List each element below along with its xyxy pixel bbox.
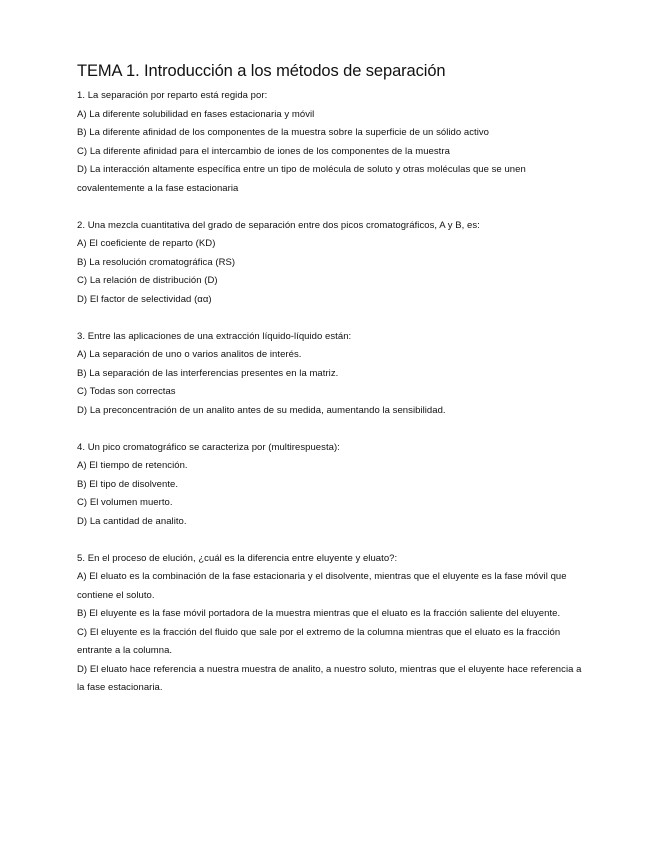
question-2-option-a: A) El coeficiente de reparto (KD) (77, 238, 216, 249)
question-1-option-d: D) La interacción altamente específica entre un tipo de molécula de soluto y otras moléculas que se unen covalentemente a la fase estacionaria (77, 164, 526, 194)
spacer (77, 309, 587, 328)
question-4-option-b: B) El tipo de disolvente. (77, 478, 179, 490)
question-4-stem: 4. Un pico cromatográfico se caracteriza por (multirespuesta): (77, 441, 340, 453)
question-5-option-d: D) El eluato hace referencia a nuestra muestra de analito, a nuestro soluto, mientras que el eluyente hace referencia a la fase estacionaria. (77, 663, 582, 693)
question-3-option-d: D) La preconcentración de un analito antes de su medida, aumentando la sensibilidad. (77, 404, 446, 416)
question-5-option-a: A) El eluato es la combinación de la fase estacionaria y el disolvente, mientras que el eluyente es la fase móvil que contiene el soluto. (77, 571, 567, 601)
question-3-option-c: C) Todas son correctas (77, 386, 176, 397)
question-1 (77, 87, 587, 198)
question-2-option-d: D) El factor de selectividad (αα) (77, 293, 212, 305)
document-title: TEMA 1. Introducción a los métodos de separación (77, 62, 446, 80)
question-2-option-b: B) La resolución cromatográfica (RS) (77, 256, 236, 268)
question-1-option-a: A) La diferente solubilidad en fases estacionaria y móvil (77, 108, 315, 120)
question-5-option-c: C) El eluyente es la fracción del fluido que sale por el extremo de la columna mientras que el eluato es la fracción entrante a la columna. (77, 626, 561, 656)
question-3-stem: 3. Entre las aplicaciones de una extracción líquido-líquido están: (77, 330, 352, 342)
question-5-option-b: B) El eluyente es la fase móvil portadora de la muestra mientras que el eluato es la fracción saliente del eluyente. (77, 608, 561, 619)
question-5 (77, 550, 587, 698)
question-3 (77, 328, 587, 421)
question-2-option-c: C) La relación de distribución (D) (77, 275, 218, 286)
question-4-option-a: A) El tiempo de retención. (77, 460, 188, 471)
question-4-option-c: C) El volumen muerto. (77, 497, 173, 508)
question-2 (77, 217, 587, 310)
document-page (77, 59, 587, 698)
question-5-stem: 5. En el proceso de elución, ¿cuál es la diferencia entre eluyente y eluato?: (77, 552, 398, 564)
spacer (77, 198, 587, 217)
question-4 (77, 439, 587, 532)
question-3-option-b: B) La separación de las interferencias presentes en la matriz. (77, 367, 339, 379)
question-1-stem: 1. La separación por reparto está regida por: (77, 90, 268, 101)
spacer (77, 420, 587, 439)
question-1-option-c: C) La diferente afinidad para el intercambio de iones de los componentes de la muestra (77, 145, 450, 157)
question-4-option-d: D) La cantidad de analito. (77, 515, 187, 527)
question-1-option-b: B) La diferente afinidad de los componentes de la muestra sobre la superficie de un sólido activo (77, 127, 490, 138)
question-3-option-a: A) La separación de uno o varios analitos de interés. (77, 349, 302, 360)
question-2-stem: 2. Una mezcla cuantitativa del grado de separación entre dos picos cromatográficos, A y B, es: (77, 219, 480, 231)
spacer (77, 531, 587, 550)
